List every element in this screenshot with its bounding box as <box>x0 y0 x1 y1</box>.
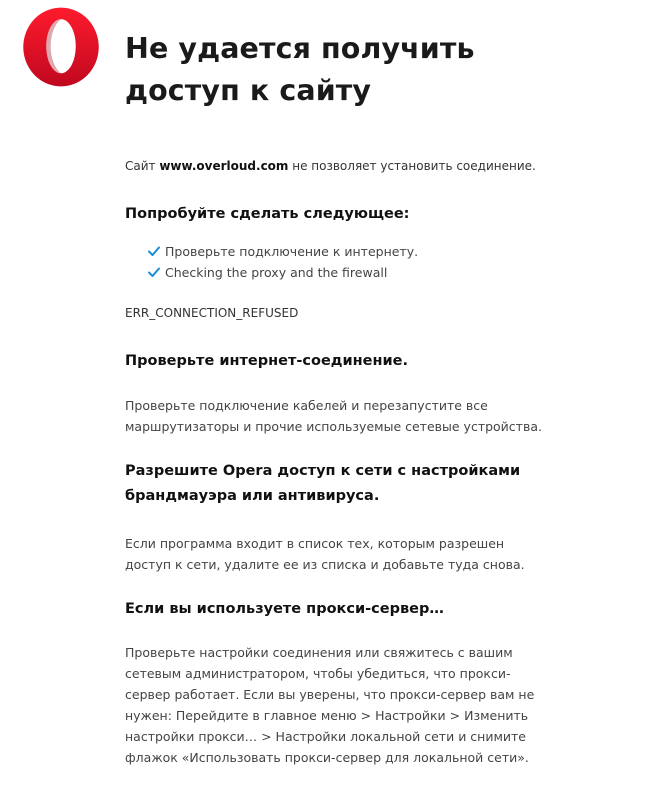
error-content <box>125 28 545 768</box>
checkmark-icon <box>147 244 161 258</box>
section-heading: Проверьте интернет-соединение. <box>125 353 409 369</box>
section-firewall <box>125 459 545 575</box>
suggestion-text: Checking the proxy and the firewall <box>165 265 388 280</box>
section-text: Если программа входит в список тех, которым разрешен доступ к сети, удалите ее из списка и добавьте туда снова. <box>125 536 525 572</box>
error-code: ERR_CONNECTION_REFUSED <box>125 306 299 320</box>
suggestions-list <box>147 241 545 283</box>
section-proxy <box>125 597 545 768</box>
suggestion-text: Проверьте подключение к интернету. <box>165 244 419 259</box>
summary-suffix: не позволяет установить соединение. <box>288 159 536 173</box>
opera-logo-icon <box>20 6 102 88</box>
list-item <box>147 241 545 262</box>
list-item <box>147 262 545 283</box>
section-heading: Разрешите Opera доступ к сети с настройками брандмауэра или антивируса. <box>125 463 521 504</box>
section-text: Проверьте настройки соединения или свяжитесь с вашим сетевым администратором, чтобы убедиться, что прокси-сервер работает. Если вы уверены, что прокси-сервер вам не нужен: Перейдите в главное меню > Настройки > Изменить настройки прокси… > Настройки локальной сети и снимите флажок «Использовать прокси-сервер для локальной сети». <box>125 645 535 765</box>
checkmark-icon <box>147 265 161 279</box>
section-text: Проверьте подключение кабелей и перезапустите все маршрутизаторы и прочие используемые сетевые устройства. <box>125 398 542 434</box>
error-summary <box>125 158 545 174</box>
section-heading: Если вы используете прокси-сервер… <box>125 601 444 617</box>
site-host: www.overloud.com <box>159 159 289 173</box>
summary-prefix: Сайт <box>125 159 160 173</box>
suggestions-heading: Попробуйте сделать следующее: <box>125 206 410 222</box>
page-title: Не удается получить доступ к сайту <box>125 32 475 107</box>
section-internet <box>125 349 545 437</box>
